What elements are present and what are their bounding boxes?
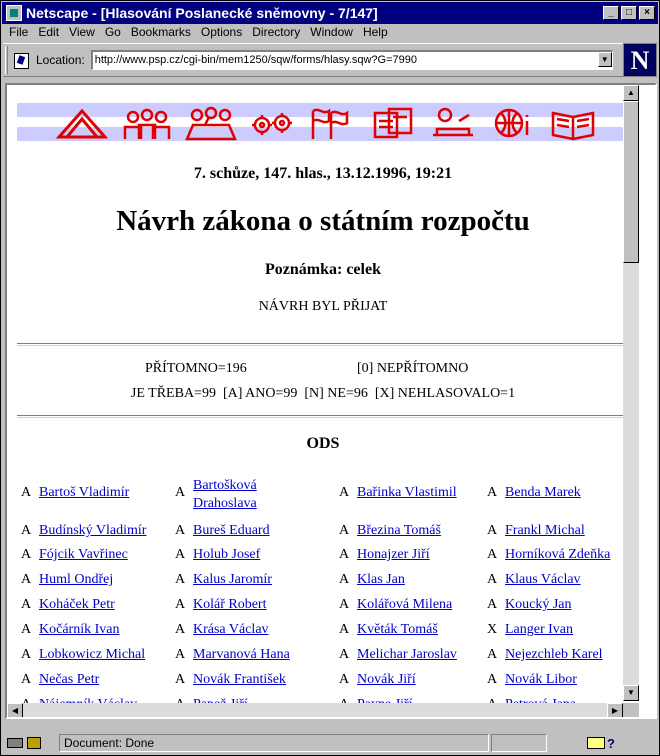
- deputy-link[interactable]: Bařinka Vlastimil: [357, 485, 457, 500]
- deputy-vote: [21, 572, 113, 588]
- deputy-vote: [487, 485, 581, 501]
- mail-icon[interactable]: [587, 737, 605, 749]
- vote-mark: A: [175, 672, 186, 687]
- vote-mark: A: [339, 547, 350, 562]
- deputy-vote: [339, 672, 416, 688]
- vote-mark: A: [487, 597, 498, 612]
- vote-mark: A: [21, 622, 32, 637]
- scroll-up-button[interactable]: ▲: [623, 85, 639, 101]
- location-input[interactable]: [91, 50, 613, 70]
- menu-view[interactable]: View: [69, 25, 95, 39]
- deputy-link[interactable]: Horníková Zdeňka: [505, 547, 611, 562]
- web-page: [7, 85, 639, 719]
- deputy-vote: [175, 622, 269, 638]
- location-label: Location:: [36, 53, 85, 67]
- deputy-vote: [175, 477, 283, 513]
- menu-help[interactable]: Help: [362, 25, 388, 39]
- page-title: Návrh zákona o státním rozpočtu: [116, 205, 530, 237]
- bookmark-icon[interactable]: [12, 51, 30, 69]
- deputy-link[interactable]: Koucký Jan: [505, 597, 572, 612]
- deputy-vote: [21, 597, 115, 613]
- deputy-link[interactable]: Březina Tomáš: [357, 523, 441, 538]
- deputy-vote: [175, 672, 286, 688]
- nav-icon-row: [55, 99, 599, 143]
- toolbar-grip[interactable]: [5, 46, 8, 74]
- minimize-button[interactable]: _: [603, 6, 619, 20]
- vote-mark: A: [487, 547, 498, 562]
- deputy-vote: [339, 572, 405, 588]
- menu-options[interactable]: Options: [200, 25, 243, 39]
- vote-stats: JE TŘEBA=99 [A] ANO=99 [N] NE=96 [X] NEHLASOVALO=1: [130, 386, 516, 401]
- vote-mark: A: [175, 547, 186, 562]
- vote-mark: A: [339, 647, 350, 662]
- deputy-vote: [21, 485, 129, 501]
- deputy-link[interactable]: Lobkowicz Michal: [39, 647, 146, 662]
- vote-mark: A: [339, 523, 350, 538]
- vote-mark: A: [487, 647, 498, 662]
- flags-icon[interactable]: [307, 99, 357, 143]
- deputy-link[interactable]: Kolářová Milena: [357, 597, 453, 612]
- vote-mark: A: [175, 485, 186, 500]
- vote-mark: A: [21, 523, 32, 538]
- content-frame: [5, 83, 657, 719]
- deputy-link[interactable]: Bartošková Drahoslava: [193, 478, 257, 511]
- location-toolbar: [3, 43, 657, 77]
- deputy-link[interactable]: Klas Jan: [357, 572, 405, 587]
- deputy-link[interactable]: Langer Ivan: [505, 622, 574, 637]
- progress-field: [491, 734, 547, 752]
- deputy-vote: [339, 523, 441, 539]
- divider: [17, 343, 631, 345]
- maximize-button[interactable]: □: [621, 6, 637, 20]
- window-title: Netscape - [Hlasování Poslanecké sněmovny - 7/147]: [26, 5, 378, 21]
- deputy-vote: [339, 622, 438, 638]
- book-icon[interactable]: [549, 99, 599, 143]
- deputy-vote: [487, 597, 572, 613]
- deputy-link[interactable]: Fójcik Vavřinec: [39, 547, 128, 562]
- deputy-link[interactable]: Koháček Petr: [39, 597, 115, 612]
- deputy-link[interactable]: Klaus Václav: [505, 572, 581, 587]
- vertical-scrollbar[interactable]: [623, 85, 639, 701]
- status-text: Document: Done: [59, 734, 489, 752]
- deputy-link[interactable]: Novák Jiří: [357, 672, 416, 687]
- deputy-link[interactable]: Nejezchleb Karel: [505, 647, 603, 662]
- location-dropdown-button[interactable]: ▼: [598, 52, 612, 67]
- deputy-vote: [339, 547, 430, 563]
- vote-mark: A: [175, 523, 186, 538]
- menu-edit[interactable]: Edit: [38, 25, 60, 39]
- divider: [17, 415, 631, 417]
- title-bar[interactable]: [2, 2, 658, 24]
- vote-mark: A: [21, 485, 32, 500]
- deputy-link[interactable]: Honajzer Jiří: [357, 547, 430, 562]
- vote-mark: A: [175, 572, 186, 587]
- deputy-vote: [21, 622, 119, 638]
- netscape-app-icon[interactable]: [6, 5, 22, 21]
- desk-icon[interactable]: [429, 99, 477, 143]
- deputy-vote: [487, 622, 573, 638]
- vote-mark: A: [175, 597, 186, 612]
- deputy-vote: [487, 647, 603, 663]
- deputy-link[interactable]: Kolář Robert: [193, 597, 267, 612]
- vote-result: NÁVRH BYL PŘIJAT: [258, 299, 388, 314]
- menu-go[interactable]: Go: [104, 25, 121, 39]
- deputy-vote: [175, 597, 266, 613]
- status-bar: [3, 733, 657, 753]
- scroll-right-button[interactable]: ▶: [607, 703, 623, 719]
- documents-icon[interactable]: [369, 99, 417, 143]
- vote-mark: X: [487, 622, 498, 637]
- deputy-vote: [175, 647, 290, 663]
- vote-mark: A: [21, 572, 32, 587]
- present-count: PŘÍTOMNO=196: [145, 361, 247, 376]
- deputy-link[interactable]: Marvanová Hana: [193, 647, 290, 662]
- deputy-link[interactable]: Holub Josef: [193, 547, 261, 562]
- scroll-down-button[interactable]: ▼: [623, 685, 639, 701]
- scroll-left-button[interactable]: ◀: [7, 703, 23, 719]
- help-icon[interactable]: ?: [607, 735, 615, 751]
- deputy-vote: [487, 547, 610, 563]
- deputy-vote: [175, 572, 272, 588]
- vote-mark: A: [487, 672, 498, 687]
- vote-mark: A: [487, 485, 498, 500]
- deputy-vote: [21, 523, 146, 539]
- deputy-link[interactable]: Frankl Michal: [505, 523, 585, 538]
- deputy-link[interactable]: Huml Ondřej: [39, 572, 114, 587]
- deputy-vote: [21, 647, 145, 663]
- deputy-link[interactable]: Nečas Petr: [39, 672, 100, 687]
- menu-directory[interactable]: Directory: [252, 25, 301, 39]
- deputy-vote: [339, 485, 457, 501]
- deputy-vote: [339, 647, 457, 663]
- horizontal-scrollbar[interactable]: [7, 703, 639, 719]
- roof-icon[interactable]: [55, 99, 109, 143]
- vote-mark: A: [339, 572, 350, 587]
- vote-mark: A: [21, 547, 32, 562]
- session-info: 7. schůze, 147. hlas., 13.12.1996, 19:21: [193, 165, 453, 182]
- deputy-link[interactable]: Bureš Eduard: [193, 523, 270, 538]
- vote-mark: A: [175, 647, 186, 662]
- vote-mark: A: [21, 597, 32, 612]
- vote-mark: A: [175, 622, 186, 637]
- menu-bar: [3, 24, 392, 40]
- menu-window[interactable]: Window: [310, 25, 353, 39]
- deputy-link[interactable]: Benda Marek: [505, 485, 581, 500]
- vote-mark: A: [487, 572, 498, 587]
- deputy-link[interactable]: Melichar Jaroslav: [357, 647, 457, 662]
- deputy-link[interactable]: Bartoš Vladimír: [39, 485, 130, 500]
- deputy-link[interactable]: Novák Libor: [505, 672, 577, 687]
- people-icon[interactable]: [121, 99, 173, 143]
- menu-bookmarks[interactable]: Bookmarks: [130, 25, 191, 39]
- deputy-link[interactable]: Kočárník Ivan: [39, 622, 120, 637]
- deputy-link[interactable]: Budínský Vladimír: [39, 523, 147, 538]
- vote-mark: A: [339, 672, 350, 687]
- committee-icon[interactable]: [185, 99, 237, 143]
- security-key-icon[interactable]: [3, 735, 49, 751]
- deputy-vote: [175, 523, 270, 539]
- deputy-vote: [487, 572, 581, 588]
- deputy-link[interactable]: Kalus Jaromír: [193, 572, 272, 587]
- deputy-link[interactable]: Krása Václav: [193, 622, 269, 637]
- vote-mark: A: [339, 597, 350, 612]
- deputy-vote: [175, 547, 260, 563]
- deputy-vote: [21, 672, 99, 688]
- note: Poznámka: celek: [265, 261, 381, 278]
- deputy-vote: [487, 523, 585, 539]
- party-heading: ODS: [306, 435, 340, 452]
- deputy-link[interactable]: Květák Tomáš: [357, 622, 438, 637]
- deputy-link[interactable]: Novák František: [193, 672, 286, 687]
- location-url[interactable]: http://www.psp.cz/cgi-bin/mem1250/sqw/forms/hlasy.sqw?G=7990: [94, 54, 418, 66]
- scroll-corner: [623, 703, 639, 719]
- vote-mark: A: [339, 622, 350, 637]
- nav-banner: [17, 99, 631, 147]
- close-button[interactable]: ×: [639, 6, 655, 20]
- menu-file[interactable]: File: [9, 25, 29, 39]
- vote-mark: A: [21, 672, 32, 687]
- globe-info-icon[interactable]: [489, 99, 537, 143]
- vote-mark: A: [21, 647, 32, 662]
- gears-icon[interactable]: [249, 99, 295, 143]
- deputy-vote: [21, 547, 128, 563]
- vote-mark: A: [339, 485, 350, 500]
- absent-count: [0] NEPŘÍTOMNO: [357, 361, 469, 376]
- deputy-vote: [487, 672, 577, 688]
- deputy-vote: [339, 597, 452, 613]
- vote-mark: A: [487, 523, 498, 538]
- netscape-logo[interactable]: N: [623, 43, 657, 77]
- scroll-thumb[interactable]: [623, 101, 639, 263]
